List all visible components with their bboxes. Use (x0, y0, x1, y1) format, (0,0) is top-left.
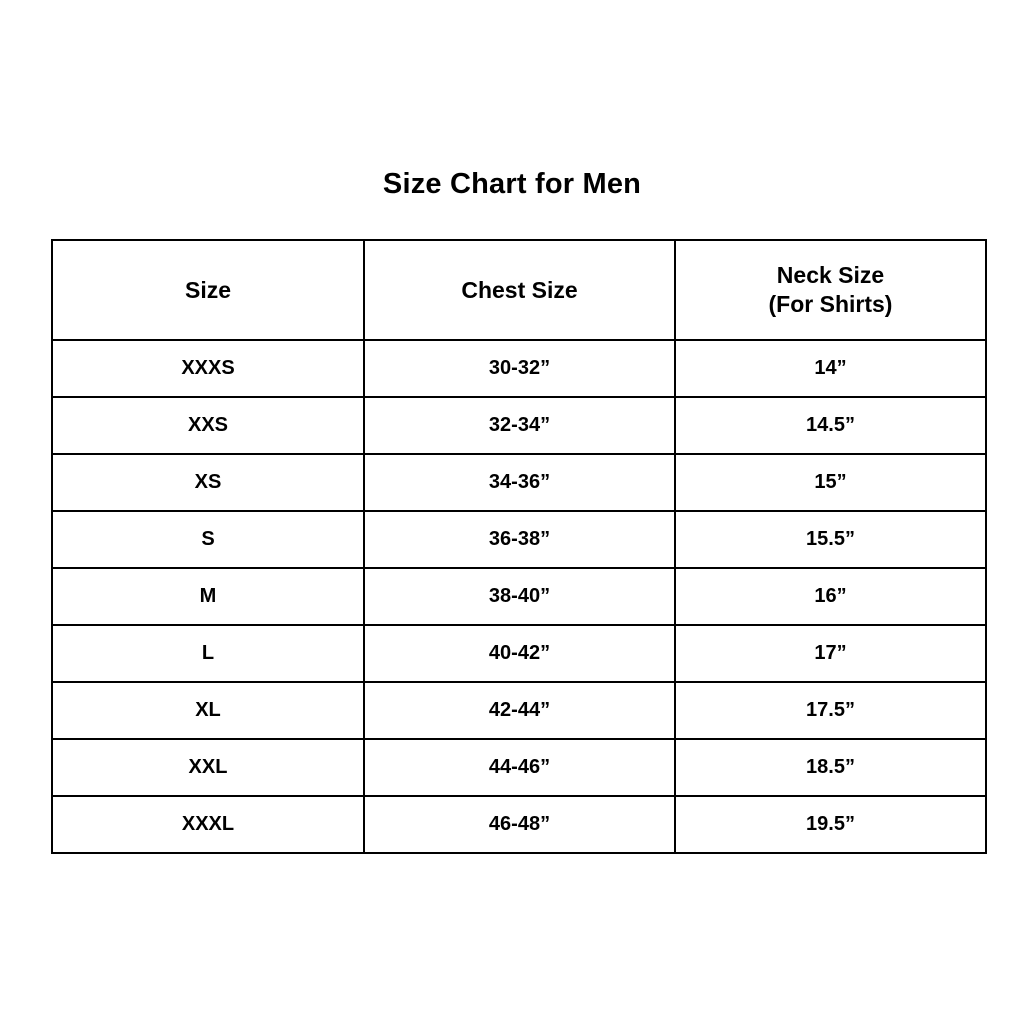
cell-chest-size: 44-46” (364, 739, 675, 796)
cell-neck-size: 14” (675, 340, 986, 397)
cell-neck-size: 18.5” (675, 739, 986, 796)
cell-size: XXL (52, 739, 364, 796)
cell-neck-size: 14.5” (675, 397, 986, 454)
column-header-neck-size-sublabel: (For Shirts) (768, 291, 893, 317)
column-header-neck-size (675, 240, 986, 340)
cell-chest-size: 30-32” (364, 340, 675, 397)
cell-chest-size: 40-42” (364, 625, 675, 682)
column-header-chest-size-label: Chest Size (461, 276, 578, 303)
column-header-size (52, 240, 364, 340)
table-row (52, 454, 986, 511)
cell-size: XXXL (52, 796, 364, 853)
table-row (52, 682, 986, 739)
cell-chest-size: 32-34” (364, 397, 675, 454)
table-row (52, 397, 986, 454)
cell-size: L (52, 625, 364, 682)
column-header-chest-size (364, 240, 675, 340)
cell-size: XL (52, 682, 364, 739)
cell-size: S (52, 511, 364, 568)
table-header (52, 240, 986, 340)
cell-neck-size: 15” (675, 454, 986, 511)
table-row (52, 796, 986, 853)
column-header-size-label: Size (184, 276, 232, 303)
cell-neck-size: 16” (675, 568, 986, 625)
size-chart-table (51, 239, 987, 854)
table-row (52, 568, 986, 625)
cell-size: XXXS (52, 340, 364, 397)
cell-chest-size: 36-38” (364, 511, 675, 568)
cell-chest-size: 46-48” (364, 796, 675, 853)
cell-neck-size: 15.5” (675, 511, 986, 568)
cell-neck-size: 17.5” (675, 682, 986, 739)
cell-size: M (52, 568, 364, 625)
cell-neck-size: 19.5” (675, 796, 986, 853)
cell-chest-size: 34-36” (364, 454, 675, 511)
table-body (52, 340, 986, 853)
table-header-row (52, 240, 986, 340)
table-row (52, 340, 986, 397)
cell-chest-size: 42-44” (364, 682, 675, 739)
cell-size: XS (52, 454, 364, 511)
page-title: Size Chart for Men (382, 168, 642, 200)
column-header-neck-size-label: Neck Size (776, 262, 885, 289)
table-row (52, 739, 986, 796)
table-row (52, 511, 986, 568)
cell-chest-size: 38-40” (364, 568, 675, 625)
cell-size: XXS (52, 397, 364, 454)
cell-neck-size: 17” (675, 625, 986, 682)
size-chart-table-container (51, 239, 973, 854)
table-row (52, 625, 986, 682)
